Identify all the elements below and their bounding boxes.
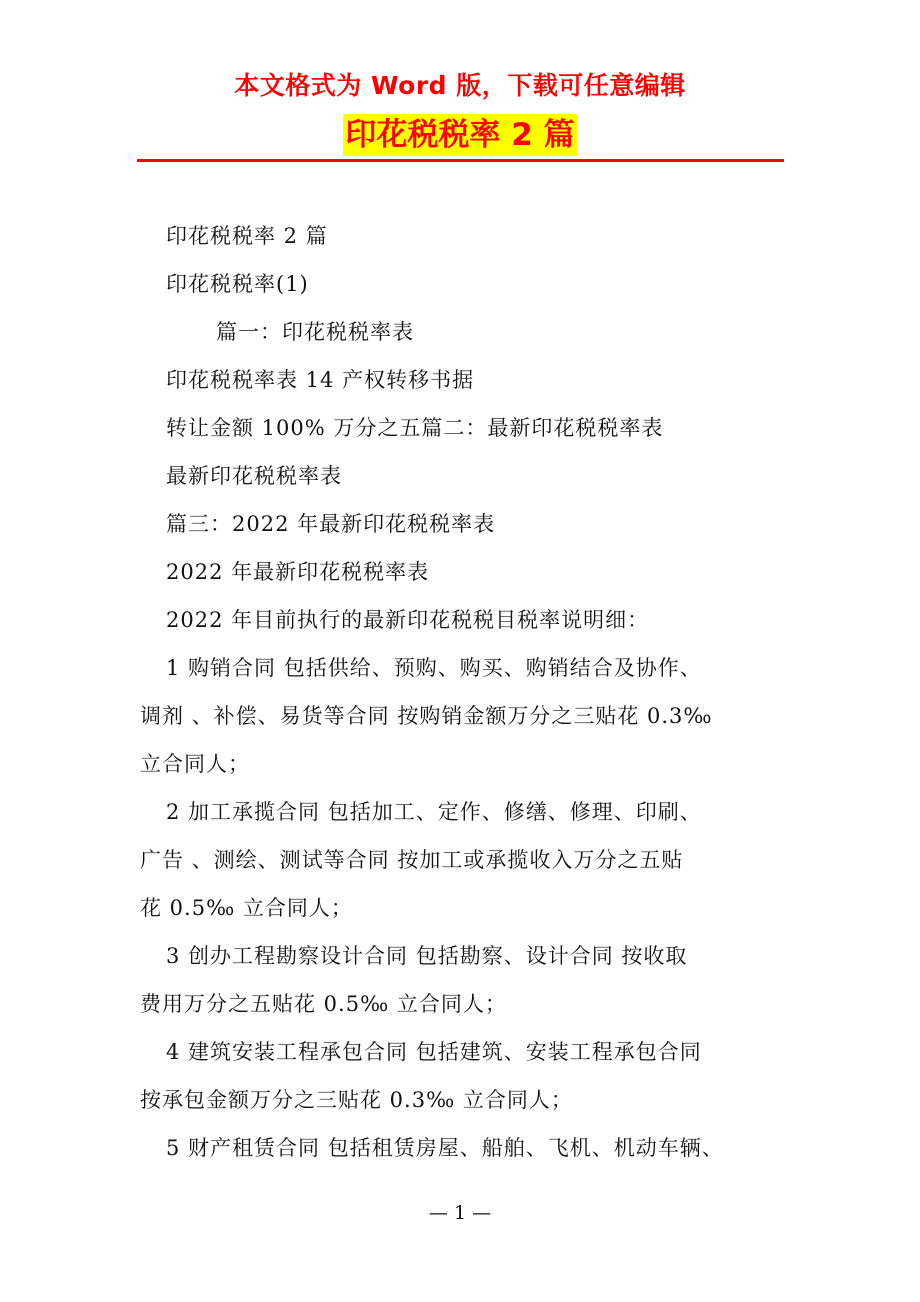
header-divider [137, 159, 784, 162]
text-line: 费用万分之五贴花 0.5‰ 立合同人； [140, 992, 507, 1016]
document-title: 印花税税率 2 篇 [343, 114, 576, 156]
title-wrapper [0, 114, 920, 156]
text-line: 3 创办工程勘察设计合同 包括勘察、设计合同 按收取 [166, 944, 688, 968]
text-line: 篇一：印花税税率表 [216, 320, 414, 344]
text-line: 花 0.5‰ 立合同人； [140, 896, 353, 920]
text-line: 印花税税率(1) [166, 272, 309, 296]
text-line: 2022 年最新印花税税率表 [166, 560, 430, 584]
page-number: — 1 — [428, 1202, 492, 1224]
text-line: 广告 、测绘、测试等合同 按加工或承揽收入万分之五贴 [140, 848, 684, 872]
text-line: 立合同人； [140, 752, 250, 776]
text-line: 1 购销合同 包括供给、预购、购买、购销结合及协作、 [166, 656, 702, 680]
text-line: 4 建筑安装工程承包合同 包括建筑、安装工程承包合同 [166, 1040, 702, 1064]
text-line: 最新印花税税率表 [166, 464, 342, 488]
document-body [140, 212, 785, 1172]
text-line: 2 加工承揽合同 包括加工、定作、修缮、修理、印刷、 [166, 800, 702, 824]
text-line: 印花税税率表 14 产权转移书据 [166, 368, 475, 392]
text-line: 印花税税率 2 篇 [166, 224, 328, 248]
text-line: 调剂 、补偿、易货等合同 按购销金额万分之三贴花 0.3‰ [140, 704, 713, 728]
text-line: 5 财产租赁合同 包括租赁房屋、船舶、飞机、机动车辆、 [166, 1136, 724, 1160]
text-line: 转让金额 100% 万分之五篇二：最新印花税税率表 [166, 416, 664, 440]
text-line: 2022 年目前执行的最新印花税税目税率说明细： [166, 608, 650, 632]
text-line: 按承包金额万分之三贴花 0.3‰ 立合同人； [140, 1088, 573, 1112]
format-banner: 本文格式为 Word 版，下载可任意编辑 [234, 71, 686, 100]
text-line: 篇三：2022 年最新印花税税率表 [166, 512, 496, 536]
